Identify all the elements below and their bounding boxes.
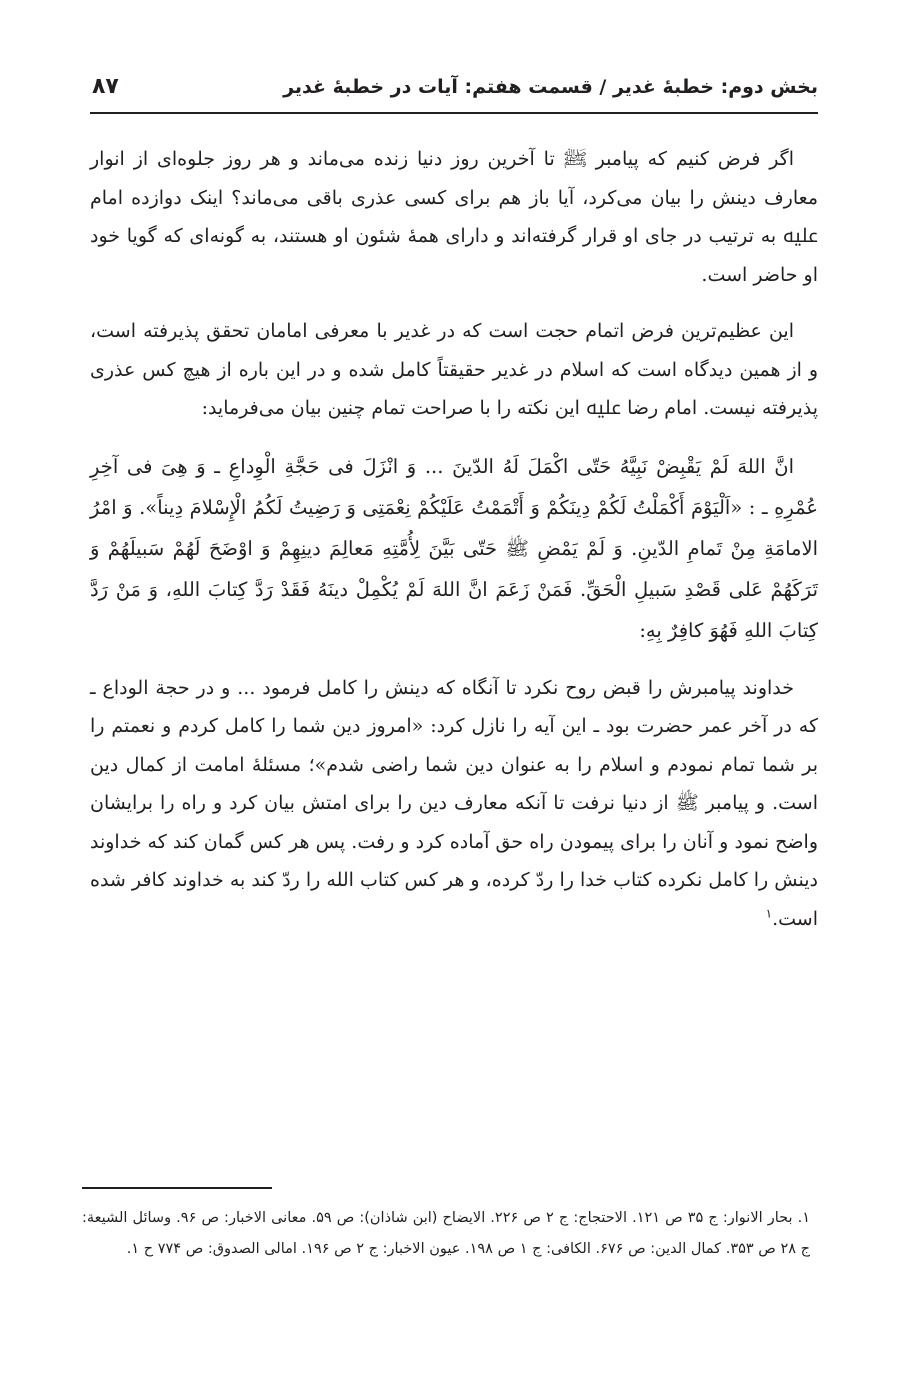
running-title: بخش دوم: خطبهٔ غدیر / قسمت هفتم: آیات در خطبهٔ غدیر (283, 76, 818, 98)
footnotes (82, 1187, 810, 1265)
body-text (90, 140, 818, 938)
paragraph-2: این عظیم‌ترین فرض اتمام حجت است که در غدیر با معرفی امامان تحقق پذیرفته است، و از همین دیدگاه است که اسلام در غدیر حقیقتاً کامل شده و در این باره از هیچ کس عذری پذیرفته نیست. امام رضا ﷷ این نکته را با صراحت تمام چنین بیان می‌فرماید: (90, 320, 818, 419)
paragraph-translation (90, 669, 818, 939)
page-header (90, 60, 818, 114)
page-number: ۸۷ (92, 74, 119, 99)
paragraph-1: اگر فرض کنیم که پیامبر ﷺ تا آخرین روز دنیا زنده می‌ماند و هر روز جلوه‌ای از انوار معارف دینش را بیان می‌کرد، آیا باز هم برای کسی عذری باقی می‌ماند؟ اینک دوازده امام ﷷ به ترتیب در جای او قرار گرفته‌اند و دارای همهٔ شئون او هستند، به گونه‌ای که گویا خود او حاضر است. (90, 148, 818, 286)
footnote-marker[interactable]: ۱ (765, 906, 773, 921)
arabic-hadith-quote: انَّ اللهَ لَمْ یَقْبِضْ نَبِیَّهُ حَتّی اکْمَلَ لَهُ الدّینَ ... وَ انْزَلَ فی حَجَّةِ الْوِداعِ ـ وَ هِیَ فی آخِرِ عُمْرِهِ ـ : «اَلْیَوْمَ أَکْمَلْتُ لَکُمْ دِینَکُمْ وَ أَتْمَمْتُ عَلَیْکُمْ نِعْمَتِی وَ رَضِیتُ لَکُمُ الْإِسْلامَ دِیناً». وَ امْرُ الامامَةِ مِنْ تَمامِ الدّینِ. وَ لَمْ یَمْضِ ﷺ حَتّی بَیَّنَ لِأُمَّتِهِ مَعالِمَ دینِهِمْ وَ اوْضَحَ لَهُمْ سَبیلَهُمْ وَ تَرَکَهُمْ عَلی قَصْدِ سَبیلِ الْحَقِّ. فَمَنْ زَعَمَ انَّ اللهَ لَمْ یُکْمِلْ دینَهُ فَقَدْ رَدَّ کِتابَ اللهِ، وَ مَنْ رَدَّ کِتابَ اللهِ فَهُوَ کافِرٌ بِهِ: (90, 454, 818, 642)
footnote-divider (82, 1187, 272, 1189)
footnote-1: ۱. بحار الانوار: ج ۳۵ ص ۱۲۱. الاحتجاج: ج ۲ ص ۲۲۶. الایضاح (ابن شاذان): ص ۵۹. معانی الاخبار: ص ۹۶. وسائل الشیعة: ج ۲۸ ص ۳۵۳. کمال الدین: ص ۶۷۶. الکافی: ج ۱ ص ۱۹۸. عیون الاخبار: ج ۲ ص ۱۹۶. امالی الصدوق: ص ۷۷۴ ح ۱. (82, 1210, 811, 1257)
translation-text: خداوند پیامبرش را قبض روح نکرد تا آنگاه که دینش را کامل فرمود ... و در حجة الوداع ـ که در آخر عمر حضرت بود ـ این آیه را نازل کرد: «امروز دین شما را کامل کردم و نعمتم را بر شما تمام نمودم و اسلام را به عنوان دین شما راضی شدم»؛ مسئلهٔ امامت از کمال دین است. و پیامبر ﷺ از دنیا نرفت تا آنکه معارف دین را برای امتش بیان کرد و راه را برایشان واضح نمود و آنان را برای پیمودن راه حق آماده کرد و رفت. پس هر کس گمان کند که خداوند دینش را کامل نکرده کتاب خدا را ردّ کرده، و هر کس کتاب الله را ردّ کند به خداوند کافر شده است. (90, 676, 818, 930)
book-page (90, 60, 818, 956)
